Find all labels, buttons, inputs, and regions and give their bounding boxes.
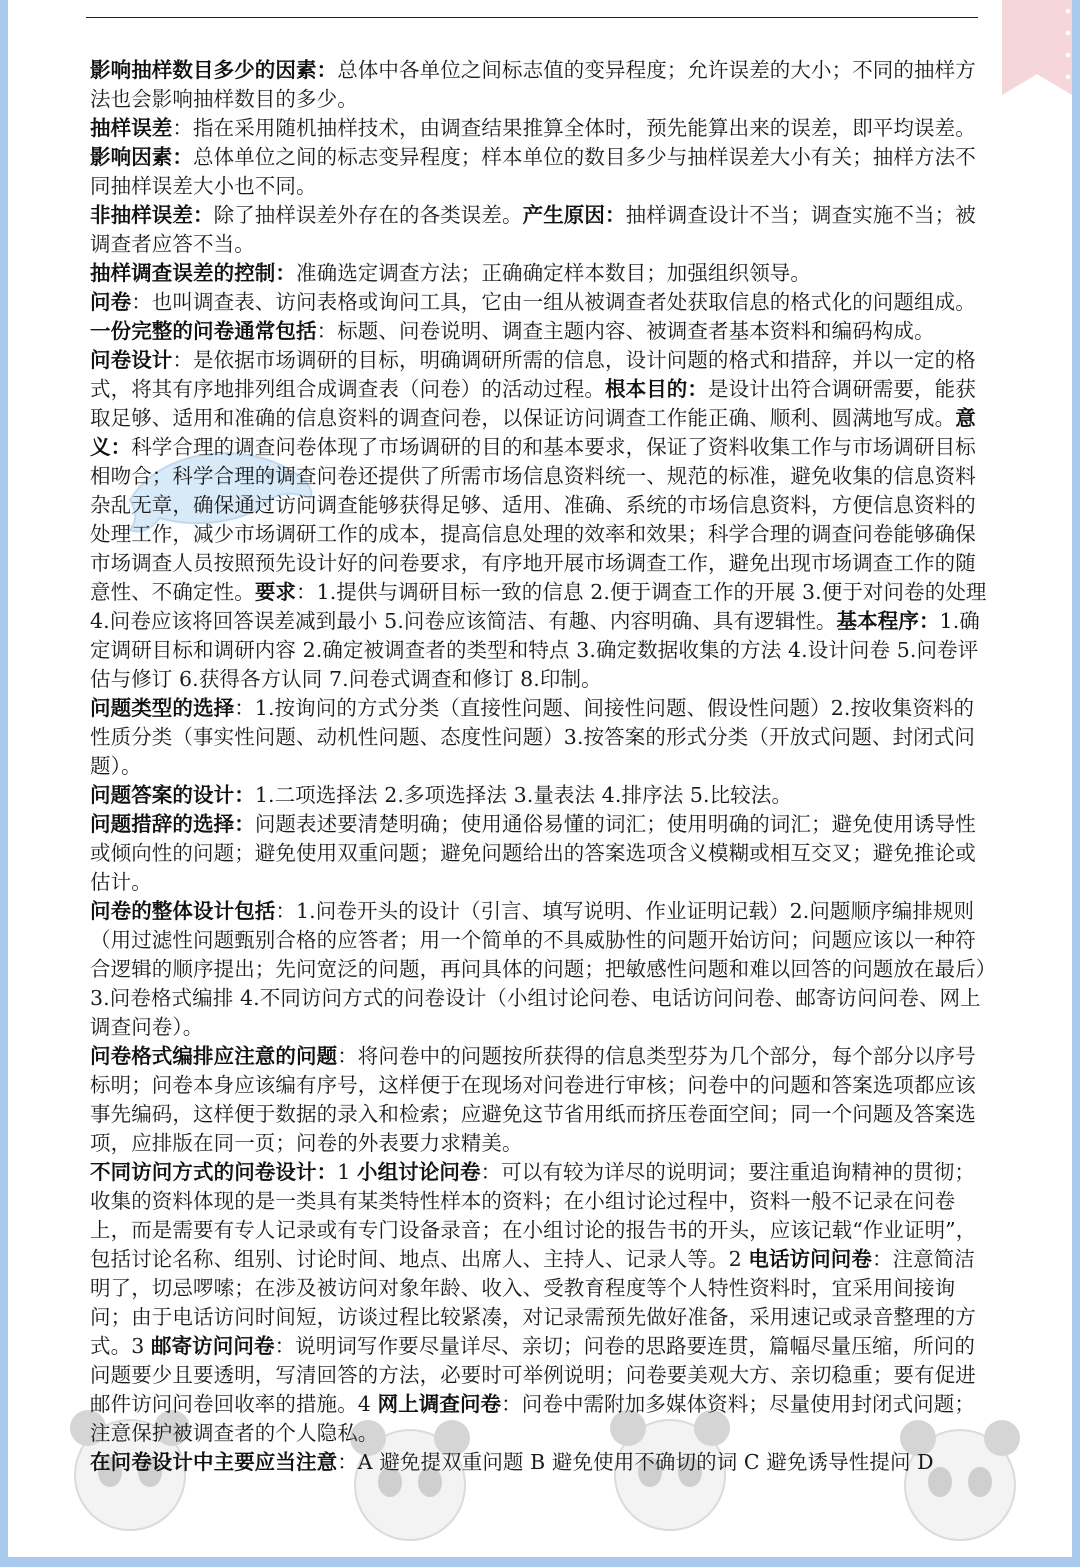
term-heading: 非抽样误差： xyxy=(90,203,214,227)
body-text: 抽样调查设计不当；调查实施不当；被调查者应答不当。 xyxy=(90,203,976,256)
body-text: ：说明词写作要尽量详尽、亲切；问卷的思路要连贯，篇幅尽量压缩，所问的问题要少且要透明，写清回答的方法，必要时可举例说明；问卷要美观大方、亲切稳重；要有促进邮件访问问卷回收率的措施。4 xyxy=(90,1334,976,1416)
paragraph xyxy=(90,259,990,288)
paragraph xyxy=(90,781,990,810)
term-heading: 问卷格式编排应注意的问题 xyxy=(90,1044,338,1068)
paragraph xyxy=(90,288,990,346)
term-heading: 问卷设计 xyxy=(90,348,173,372)
term-heading: 要求 xyxy=(254,580,297,604)
term-heading: 产生原因： xyxy=(522,203,626,227)
term-heading: 抽样调查误差的控制： xyxy=(90,261,296,285)
paragraph xyxy=(90,810,990,897)
top-rule xyxy=(86,17,978,18)
paragraph xyxy=(90,694,990,781)
body-text: ：1.按询问的方式分类（直接性问题、间接性问题、假设性问题）2.按收集资料的性质分类（事实性问题、动机性问题、态度性问题）3.按答案的形式分类（开放式问题、封闭式问题）。 xyxy=(90,696,975,778)
term-heading: 问卷 xyxy=(90,290,132,314)
paragraph xyxy=(90,897,990,1042)
body-text: ：问卷中需附加多媒体资料；尽量使用封闭式问题；注意保护被调查者的个人隐私。 xyxy=(90,1392,975,1445)
body-text: 准确选定调查方法；正确确定样本数目；加强组织领导。 xyxy=(296,261,811,285)
term-heading: 问题类型的选择 xyxy=(90,696,235,720)
paragraph xyxy=(90,56,990,114)
paragraph xyxy=(90,201,990,259)
term-heading: 意义： xyxy=(90,406,976,459)
term-heading: 影响因素： xyxy=(90,145,193,169)
term-heading: 不同访问方式的问卷设计： xyxy=(90,1160,338,1184)
body-text: 总体中各单位之间标志值的变异程度；允许误差的大小；不同的抽样方法也会影响抽样数目的多少。 xyxy=(90,58,976,111)
body-text: 1.二项选择法 2.多项选择法 3.量表法 4.排序法 5.比较法。 xyxy=(254,783,793,807)
body-text: ：A 避免提双重问题 B 避免使用不确切的词 C 避免诱导性提问 D xyxy=(337,1450,934,1474)
term-heading: 一份完整的问卷通常包括 xyxy=(90,319,317,343)
body-text: ：标题、问卷说明、调查主题内容、被调查者基本资料和编码构成。 xyxy=(316,319,935,343)
body-text: 是设计出符合调研需要，能获取足够、适用和准确的信息资料的调查问卷，以保证访问调查工作能正确、顺利、圆满地写成。 xyxy=(90,377,976,430)
corner-ribbon-decoration xyxy=(1002,0,1072,95)
term-heading: 问卷的整体设计包括 xyxy=(90,899,276,923)
paragraph xyxy=(90,1042,990,1158)
body-text: ：也叫调查表、访问表格或询问工具，它由一组从被调查者处获取信息的格式化的问题组成。 xyxy=(131,290,976,314)
body-text: ：注意简洁明了，切忌啰嗦；在涉及被访问对象年龄、收入、受教育程度等个人特性资料时，宜采用间接询问；由于电话访问时间短，访谈过程比较紧凑，对记录需预先做好准备，采用速记或录音整理的方式。3 xyxy=(90,1247,976,1358)
term-heading: 邮寄访问问卷 xyxy=(150,1334,275,1358)
term-heading: 基本程序： xyxy=(836,609,940,633)
document-body xyxy=(90,56,990,1477)
body-text: 1 xyxy=(337,1160,357,1184)
body-text: 总体单位之间的标志变异程度；样本单位的数目多少与抽样误差大小有关；抽样方法不同抽样误差大小也不同。 xyxy=(90,145,976,198)
term-heading: 根本目的： xyxy=(605,377,708,401)
body-text: 除了抽样误差外存在的各类误差。 xyxy=(213,203,523,227)
term-heading: 问题措辞的选择： xyxy=(90,812,255,836)
body-text: ：指在采用随机抽样技术，由调查结果推算全体时，预先能算出来的误差，即平均误差。 xyxy=(172,116,976,140)
term-heading: 网上调查问卷 xyxy=(377,1392,502,1416)
body-text: ：1.提供与调研目标一致的信息 2.便于调查工作的开展 3.便于对问卷的处理 4.问卷应该将回答误差减到最小 5.问卷应该简洁、有趣、内容明确、具有逻辑性。 xyxy=(90,580,987,633)
term-heading: 小组讨论问卷 xyxy=(356,1160,481,1184)
term-heading: 电话访问问卷 xyxy=(748,1247,872,1271)
body-text: ：是依据市场调研的目标，明确调研所需的信息，设计问题的格式和措辞，并以一定的格式，将其有序地排列组合成调查表（问卷）的活动过程。 xyxy=(90,348,976,401)
body-text: 科学合理的调查问卷体现了市场调研的目的和基本要求，保证了资料收集工作与市场调研目标相吻合；科学合理的调查问卷还提供了所需市场信息资料统一、规范的标准，避免收集的信息资料杂乱无章，确保通过访问调查能够获得足够、适用、准确、系统的市场信息资料，方便信息资料的处理工作，减少市场调研工作的成本，提高信息处理的效率和效果；科学合理的调查问卷能够确保市场调查人员按照预先设计好的问卷要求，有序地开展市场调查工作，避免出现市场调查工作的随意性、不确定性。 xyxy=(90,435,976,604)
paragraph xyxy=(90,346,990,694)
term-heading: 在问卷设计中主要应当注意 xyxy=(90,1450,338,1474)
body-text: ：将问卷中的问题按所获得的信息类型芬为几个部分，每个部分以序号标明；问卷本身应该编有序号，这样便于在现场对问卷进行审核；问卷中的问题和答案选项都应该事先编码，这样便于数据的录入和检索；应避免这节省用纸而挤压卷面空间；同一个问题及答案选项，应排版在同一页；问卷的外表要力求精美。 xyxy=(90,1044,976,1155)
term-heading: 问题答案的设计： xyxy=(90,783,255,807)
body-text: 问题表述要清楚明确；使用通俗易懂的词汇；使用明确的词汇；避免使用诱导性或倾向性的问题；避免使用双重问题；避免问题给出的答案选项含义模糊或相互交叉；避免推论或估计。 xyxy=(90,812,976,894)
paragraph xyxy=(90,1448,990,1477)
body-text: 1.确定调研目标和调研内容 2.确定被调查者的类型和特点 3.确定数据收集的方法 4.设计问卷 5.问卷评估与修订 6.获得各方认同 7.问卷式调查和修订 8.印制。 xyxy=(90,609,980,691)
paragraph xyxy=(90,114,990,201)
term-heading: 影响抽样数目多少的因素： xyxy=(90,58,338,82)
body-text: ：1.问卷开头的设计（引言、填写说明、作业证明记载）2.问题顺序编排规则（用过滤性问题甄别合格的应答者；用一个简单的不具威胁性的问题开始访问；问题应该以一种符合逻辑的顺序提出；先问宽泛的问题，再问具体的问题；把敏感性问题和难以回答的问题放在最后）3.问卷格式编排 4.不同访问方式的问卷设计（小组讨论问卷、电话访问问卷、邮寄访问问卷、网上调查问卷）。 xyxy=(90,899,987,1039)
paragraph xyxy=(90,1158,990,1448)
body-text: ：可以有较为详尽的说明词；要注重追询精神的贯彻；收集的资料体现的是一类具有某类特性样本的资料；在小组讨论过程中，资料一般不记录在问卷上，而是需要有专人记录或有专门设备录音；在小组讨论的报告书的开头，应该记载“作业证明”，包括讨论名称、组别、讨论时间、地点、出席人、主持人、记录人等。2 xyxy=(90,1160,977,1271)
term-heading: 抽样误差 xyxy=(90,116,173,140)
